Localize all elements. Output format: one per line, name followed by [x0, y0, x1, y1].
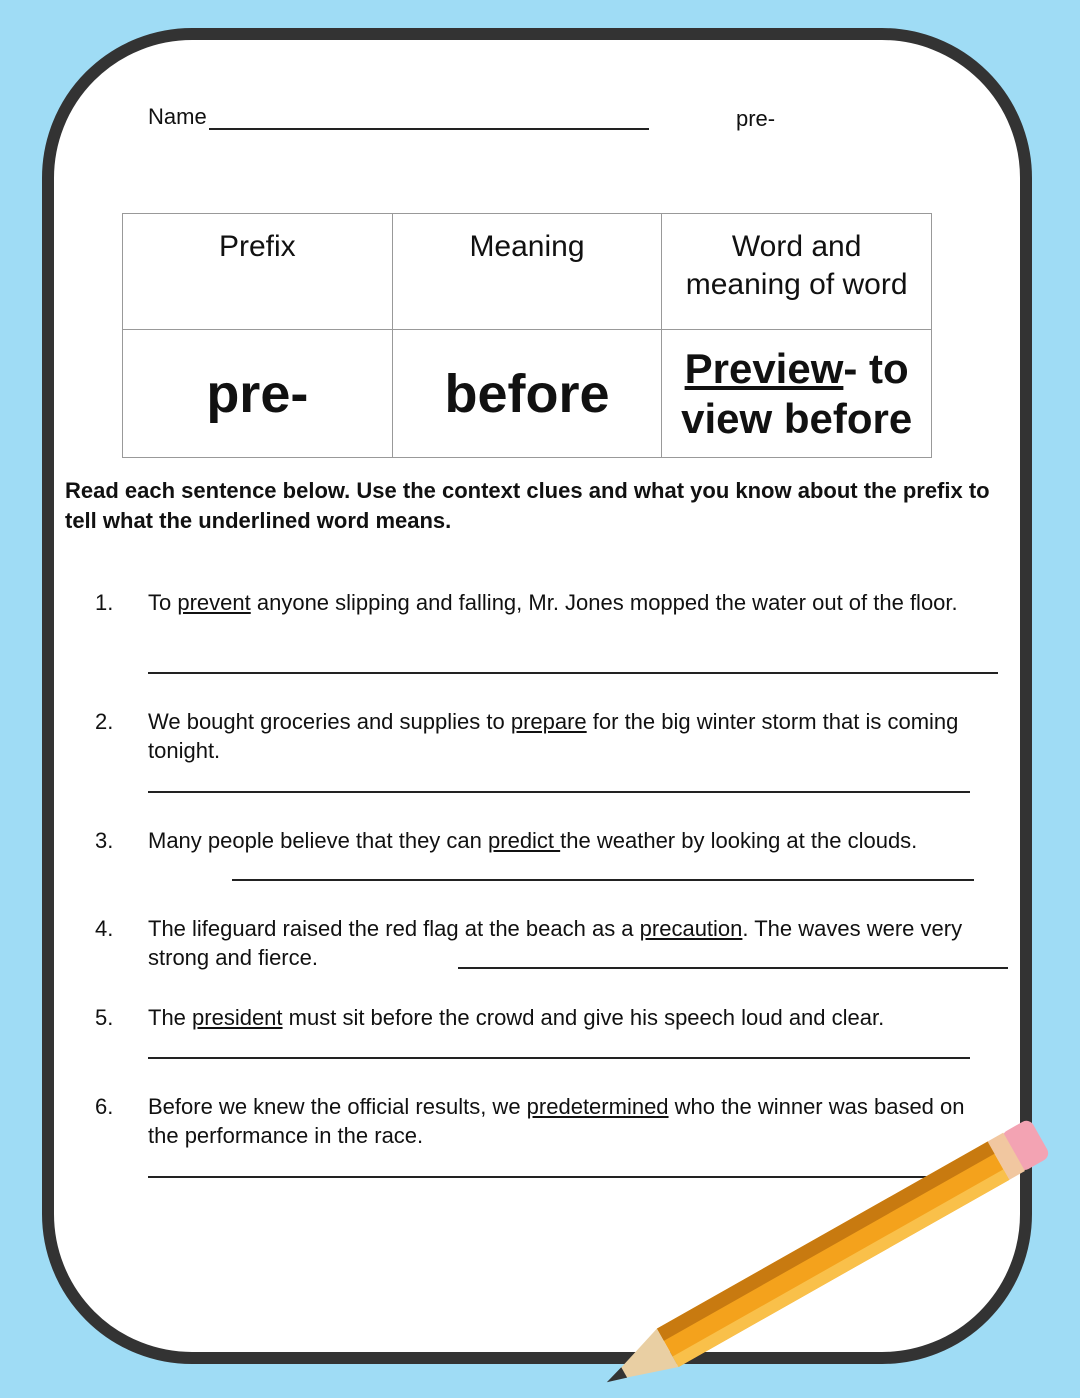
question-text: [148, 1092, 968, 1150]
question-text-after: anyone slipping and falling, Mr. Jones mopped the water out of the floor.: [250, 590, 958, 615]
name-field[interactable]: [148, 104, 649, 130]
question-text-before: The: [148, 1005, 193, 1030]
lead-icon: [604, 1367, 627, 1387]
answer-line-2[interactable]: [148, 791, 970, 793]
name-label: Name: [148, 104, 207, 129]
question-text: [148, 826, 948, 855]
answer-line-5[interactable]: [148, 1057, 970, 1059]
question-number: 4.: [95, 916, 114, 941]
question-number: 5.: [95, 1005, 114, 1030]
question-text: [148, 914, 968, 972]
answer-line-3[interactable]: [232, 879, 974, 881]
name-blank-line[interactable]: [209, 106, 649, 130]
example-rest-2: view before: [681, 394, 913, 442]
example-rest-1: - to: [843, 344, 909, 392]
question-text-after: who the winner was based on the performance in the race.: [148, 1094, 965, 1148]
underlined-word: precaution: [639, 916, 743, 941]
header-prefix: Prefix: [123, 214, 393, 330]
question-text-after: the weather by looking at the clouds.: [560, 828, 918, 853]
question-text-after: for the big winter storm that is coming tonight.: [148, 709, 959, 763]
prefix-value: pre-: [123, 330, 393, 458]
example-word-cell: [662, 330, 932, 458]
question-text-before: Before we knew the official results, we: [148, 1094, 527, 1119]
question-text: [148, 588, 1008, 617]
question-number: 6.: [95, 1094, 114, 1119]
question-text-before: To: [148, 590, 178, 615]
prefix-table: [122, 213, 932, 458]
question-text: [148, 707, 1008, 765]
question-text-before: The lifeguard raised the red flag at the beach as a: [148, 916, 640, 941]
header-word: [662, 214, 932, 330]
question-text: [148, 1003, 1028, 1032]
question-number: 1.: [95, 590, 114, 615]
answer-line-4[interactable]: [458, 967, 1008, 969]
instructions: Read each sentence below. Use the context clues and what you know about the prefix to tell what the underlined word means.: [65, 478, 990, 533]
topic-label: pre-: [736, 106, 776, 131]
question-text-after: must sit before the crowd and give his speech loud and clear.: [282, 1005, 885, 1030]
underlined-word: predetermined: [526, 1094, 669, 1119]
example-word: Preview: [684, 344, 844, 392]
header-word-text: Word and meaning of word: [685, 230, 908, 301]
question-text-before: We bought groceries and supplies to: [148, 709, 511, 734]
answer-line-6[interactable]: [148, 1176, 998, 1178]
meaning-value: before: [392, 330, 662, 458]
header-meaning: Meaning: [392, 214, 662, 330]
question-text-after: . The waves were very strong and fierce.: [148, 916, 963, 970]
question-text-before: Many people believe that they can: [148, 828, 489, 853]
underlined-word: prepare: [510, 709, 587, 734]
answer-line-1[interactable]: [148, 672, 998, 674]
underlined-word: president: [192, 1005, 283, 1030]
question-number: 2.: [95, 709, 114, 734]
question-number: 3.: [95, 828, 114, 853]
underlined-word: prevent: [177, 590, 251, 615]
underlined-word: predict: [488, 828, 561, 853]
